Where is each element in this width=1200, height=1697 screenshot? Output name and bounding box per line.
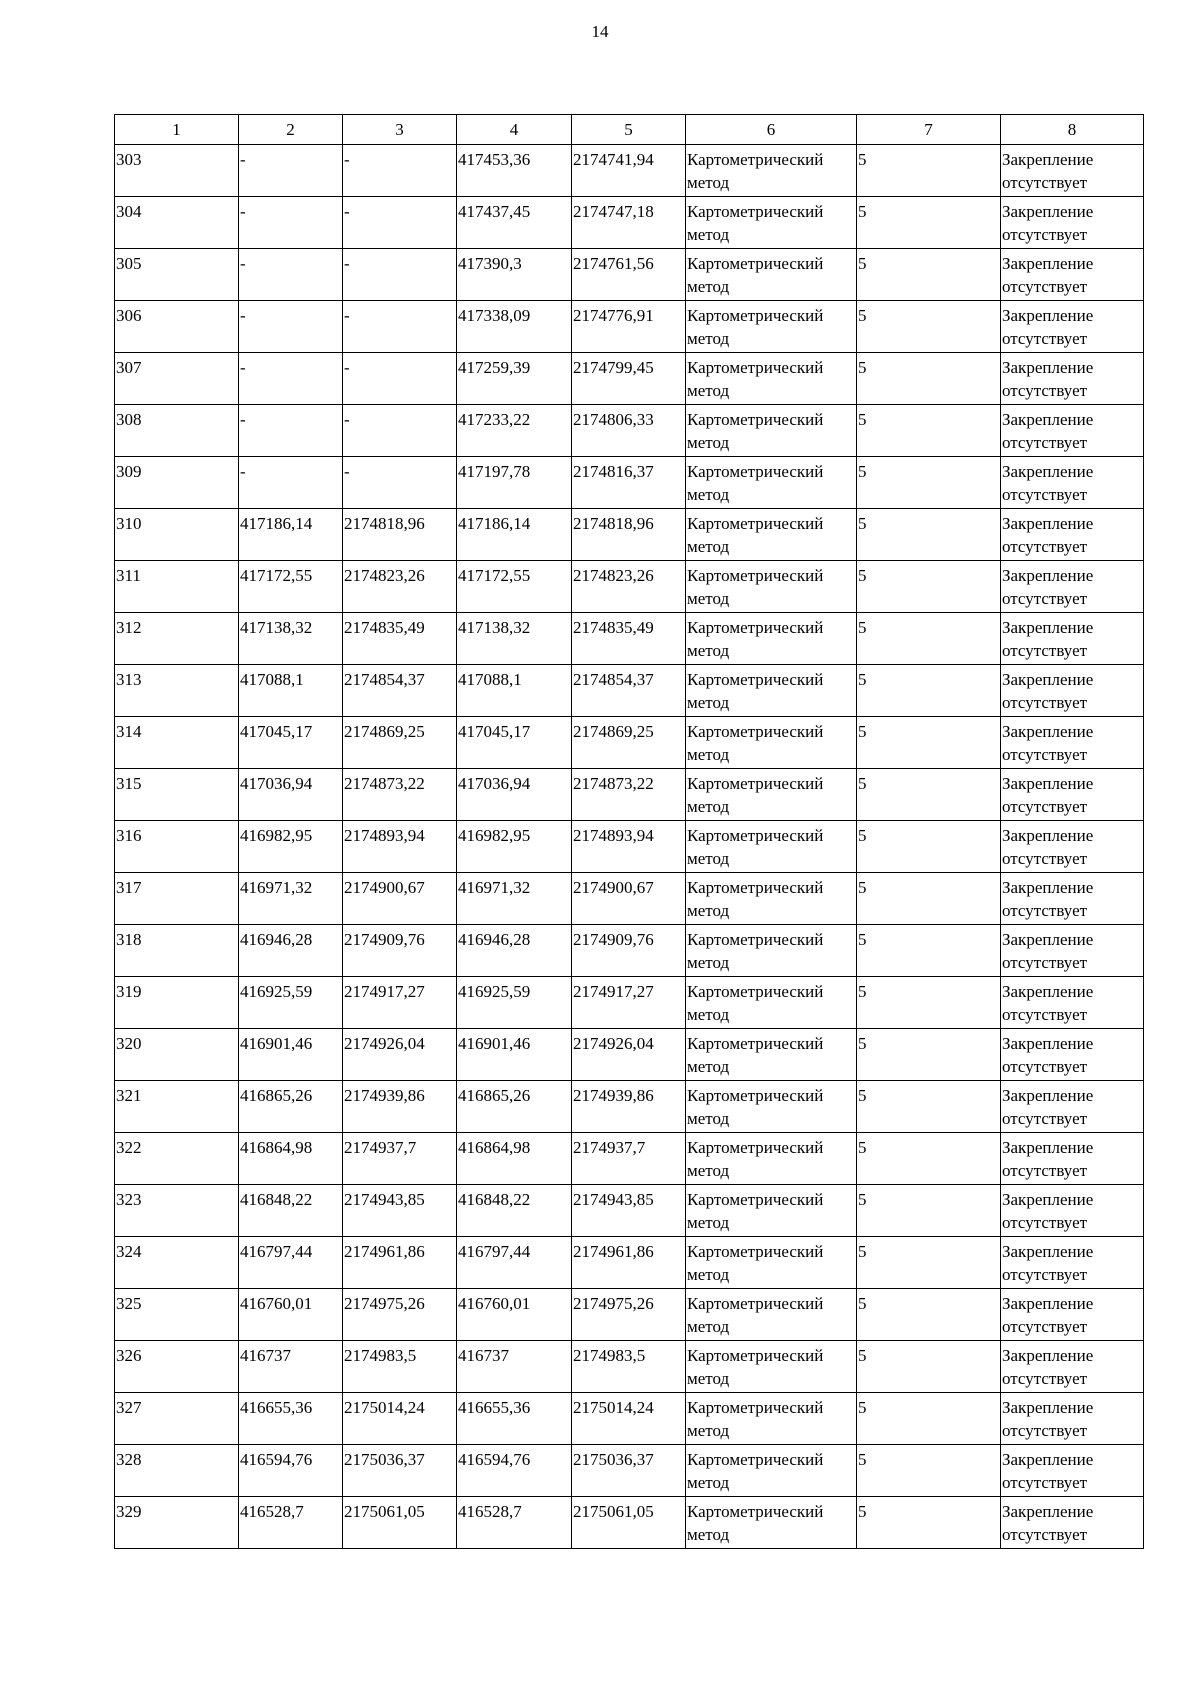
cell-old-y: 2175014,24 — [343, 1393, 457, 1445]
cell-fixation: Закрепление отсутствует — [1001, 613, 1144, 665]
cell-fixation: Закрепление отсутствует — [1001, 405, 1144, 457]
cell-method: Картометрический метод — [686, 1445, 857, 1497]
cell-old-y: 2174943,85 — [343, 1185, 457, 1237]
table-row — [115, 249, 1144, 301]
cell-old-x: 417088,1 — [239, 665, 343, 717]
cell-new-x: 416865,26 — [457, 1081, 572, 1133]
cell-fixation: Закрепление отсутствует — [1001, 197, 1144, 249]
cell-old-x: 417045,17 — [239, 717, 343, 769]
cell-old-x: 416901,46 — [239, 1029, 343, 1081]
cell-old-x: 416864,98 — [239, 1133, 343, 1185]
cell-fixation: Закрепление отсутствует — [1001, 1445, 1144, 1497]
cell-point-number: 314 — [115, 717, 239, 769]
cell-old-x: - — [239, 249, 343, 301]
table-row — [115, 717, 1144, 769]
cell-old-x: 416737 — [239, 1341, 343, 1393]
cell-point-number: 315 — [115, 769, 239, 821]
cell-precision: 5 — [857, 821, 1001, 873]
cell-fixation: Закрепление отсутствует — [1001, 1393, 1144, 1445]
cell-precision: 5 — [857, 561, 1001, 613]
cell-old-y: - — [343, 457, 457, 509]
cell-old-x: - — [239, 405, 343, 457]
table-row — [115, 1497, 1144, 1549]
table-row — [115, 925, 1144, 977]
table-row — [115, 1237, 1144, 1289]
cell-old-y: 2174823,26 — [343, 561, 457, 613]
table-row — [115, 561, 1144, 613]
cell-new-y: 2174823,26 — [572, 561, 686, 613]
cell-new-x: 416737 — [457, 1341, 572, 1393]
cell-new-x: 417088,1 — [457, 665, 572, 717]
table-row — [115, 1393, 1144, 1445]
column-header: 7 — [857, 115, 1001, 145]
cell-fixation: Закрепление отсутствует — [1001, 873, 1144, 925]
cell-precision: 5 — [857, 1081, 1001, 1133]
cell-point-number: 310 — [115, 509, 239, 561]
cell-method: Картометрический метод — [686, 145, 857, 197]
table-row — [115, 197, 1144, 249]
cell-precision: 5 — [857, 405, 1001, 457]
cell-point-number: 313 — [115, 665, 239, 717]
cell-method: Картометрический метод — [686, 1185, 857, 1237]
cell-old-y: 2174818,96 — [343, 509, 457, 561]
cell-new-y: 2174806,33 — [572, 405, 686, 457]
cell-point-number: 319 — [115, 977, 239, 1029]
cell-precision: 5 — [857, 613, 1001, 665]
page-number: 14 — [591, 22, 609, 41]
cell-old-y: 2174917,27 — [343, 977, 457, 1029]
cell-point-number: 307 — [115, 353, 239, 405]
cell-method: Картометрический метод — [686, 1341, 857, 1393]
cell-fixation: Закрепление отсутствует — [1001, 1497, 1144, 1549]
cell-precision: 5 — [857, 509, 1001, 561]
table-row — [115, 405, 1144, 457]
table-row — [115, 821, 1144, 873]
cell-method: Картометрический метод — [686, 509, 857, 561]
table-row — [115, 457, 1144, 509]
cell-new-y: 2174854,37 — [572, 665, 686, 717]
cell-fixation: Закрепление отсутствует — [1001, 769, 1144, 821]
cell-old-x: 417036,94 — [239, 769, 343, 821]
cell-precision: 5 — [857, 1393, 1001, 1445]
cell-precision: 5 — [857, 301, 1001, 353]
cell-point-number: 312 — [115, 613, 239, 665]
cell-point-number: 311 — [115, 561, 239, 613]
table-row — [115, 613, 1144, 665]
cell-new-y: 2174900,67 — [572, 873, 686, 925]
cell-old-y: 2174900,67 — [343, 873, 457, 925]
cell-old-x: 416594,76 — [239, 1445, 343, 1497]
cell-point-number: 324 — [115, 1237, 239, 1289]
table-row — [115, 509, 1144, 561]
cell-precision: 5 — [857, 717, 1001, 769]
cell-old-y: 2174873,22 — [343, 769, 457, 821]
cell-precision: 5 — [857, 1445, 1001, 1497]
cell-fixation: Закрепление отсутствует — [1001, 509, 1144, 561]
cell-point-number: 328 — [115, 1445, 239, 1497]
table-row — [115, 145, 1144, 197]
cell-method: Картометрический метод — [686, 821, 857, 873]
cell-method: Картометрический метод — [686, 873, 857, 925]
cell-point-number: 309 — [115, 457, 239, 509]
cell-fixation: Закрепление отсутствует — [1001, 353, 1144, 405]
cell-new-x: 416946,28 — [457, 925, 572, 977]
cell-new-y: 2174917,27 — [572, 977, 686, 1029]
cell-old-y: 2174909,76 — [343, 925, 457, 977]
cell-new-x: 416594,76 — [457, 1445, 572, 1497]
cell-new-x: 417453,36 — [457, 145, 572, 197]
table-row — [115, 977, 1144, 1029]
cell-point-number: 305 — [115, 249, 239, 301]
cell-old-y: 2174975,26 — [343, 1289, 457, 1341]
cell-new-x: 416655,36 — [457, 1393, 572, 1445]
table-row — [115, 1445, 1144, 1497]
cell-new-y: 2174761,56 — [572, 249, 686, 301]
cell-fixation: Закрепление отсутствует — [1001, 1029, 1144, 1081]
cell-old-x: 416925,59 — [239, 977, 343, 1029]
cell-precision: 5 — [857, 1185, 1001, 1237]
cell-new-y: 2175014,24 — [572, 1393, 686, 1445]
cell-precision: 5 — [857, 873, 1001, 925]
table-row — [115, 873, 1144, 925]
cell-new-x: 416925,59 — [457, 977, 572, 1029]
cell-precision: 5 — [857, 1237, 1001, 1289]
cell-old-x: 417138,32 — [239, 613, 343, 665]
table-row — [115, 1185, 1144, 1237]
cell-method: Картометрический метод — [686, 561, 857, 613]
cell-fixation: Закрепление отсутствует — [1001, 301, 1144, 353]
cell-new-y: 2174816,37 — [572, 457, 686, 509]
cell-new-y: 2175061,05 — [572, 1497, 686, 1549]
coordinates-table — [114, 114, 1144, 1549]
cell-old-x: 416655,36 — [239, 1393, 343, 1445]
cell-new-y: 2174776,91 — [572, 301, 686, 353]
cell-fixation: Закрепление отсутствует — [1001, 249, 1144, 301]
cell-new-x: 417197,78 — [457, 457, 572, 509]
cell-fixation: Закрепление отсутствует — [1001, 925, 1144, 977]
cell-new-x: 417036,94 — [457, 769, 572, 821]
cell-precision: 5 — [857, 1341, 1001, 1393]
cell-point-number: 325 — [115, 1289, 239, 1341]
cell-old-x: 416946,28 — [239, 925, 343, 977]
cell-old-x: 417186,14 — [239, 509, 343, 561]
cell-fixation: Закрепление отсутствует — [1001, 145, 1144, 197]
cell-method: Картометрический метод — [686, 1393, 857, 1445]
table-row — [115, 301, 1144, 353]
cell-method: Картометрический метод — [686, 353, 857, 405]
table-row — [115, 1341, 1144, 1393]
cell-old-y: 2174869,25 — [343, 717, 457, 769]
cell-new-y: 2174893,94 — [572, 821, 686, 873]
cell-old-y: - — [343, 301, 457, 353]
cell-old-x: - — [239, 457, 343, 509]
cell-point-number: 322 — [115, 1133, 239, 1185]
cell-method: Картометрический метод — [686, 1237, 857, 1289]
cell-old-y: 2174893,94 — [343, 821, 457, 873]
cell-method: Картометрический метод — [686, 1289, 857, 1341]
cell-old-x: 416848,22 — [239, 1185, 343, 1237]
cell-new-x: 417138,32 — [457, 613, 572, 665]
cell-old-y: 2174937,7 — [343, 1133, 457, 1185]
cell-new-x: 417338,09 — [457, 301, 572, 353]
cell-method: Картометрический метод — [686, 613, 857, 665]
cell-new-x: 416528,7 — [457, 1497, 572, 1549]
cell-point-number: 317 — [115, 873, 239, 925]
cell-fixation: Закрепление отсутствует — [1001, 1341, 1144, 1393]
table-header-row — [115, 115, 1144, 145]
table-row — [115, 769, 1144, 821]
cell-point-number: 329 — [115, 1497, 239, 1549]
table-row — [115, 1029, 1144, 1081]
cell-new-x: 416848,22 — [457, 1185, 572, 1237]
cell-new-y: 2174869,25 — [572, 717, 686, 769]
cell-old-x: 416865,26 — [239, 1081, 343, 1133]
cell-old-x: - — [239, 301, 343, 353]
column-header: 8 — [1001, 115, 1144, 145]
cell-precision: 5 — [857, 977, 1001, 1029]
cell-fixation: Закрепление отсутствует — [1001, 821, 1144, 873]
cell-point-number: 327 — [115, 1393, 239, 1445]
cell-new-x: 416971,32 — [457, 873, 572, 925]
cell-new-x: 417172,55 — [457, 561, 572, 613]
cell-old-y: - — [343, 353, 457, 405]
cell-old-x: 416528,7 — [239, 1497, 343, 1549]
cell-new-x: 417259,39 — [457, 353, 572, 405]
cell-fixation: Закрепление отсутствует — [1001, 1237, 1144, 1289]
cell-old-y: 2174926,04 — [343, 1029, 457, 1081]
table-row — [115, 1133, 1144, 1185]
column-header: 5 — [572, 115, 686, 145]
cell-fixation: Закрепление отсутствует — [1001, 561, 1144, 613]
cell-old-x: 417172,55 — [239, 561, 343, 613]
cell-method: Картометрический метод — [686, 1029, 857, 1081]
cell-fixation: Закрепление отсутствует — [1001, 1081, 1144, 1133]
cell-new-y: 2175036,37 — [572, 1445, 686, 1497]
cell-precision: 5 — [857, 769, 1001, 821]
cell-new-y: 2174873,22 — [572, 769, 686, 821]
cell-new-x: 416760,01 — [457, 1289, 572, 1341]
cell-old-y: - — [343, 197, 457, 249]
cell-method: Картометрический метод — [686, 405, 857, 457]
table-row — [115, 353, 1144, 405]
cell-precision: 5 — [857, 457, 1001, 509]
cell-point-number: 316 — [115, 821, 239, 873]
cell-method: Картометрический метод — [686, 1133, 857, 1185]
cell-old-y: 2175036,37 — [343, 1445, 457, 1497]
cell-point-number: 321 — [115, 1081, 239, 1133]
cell-new-x: 417390,3 — [457, 249, 572, 301]
column-header: 4 — [457, 115, 572, 145]
cell-new-y: 2174835,49 — [572, 613, 686, 665]
cell-old-y: 2174854,37 — [343, 665, 457, 717]
column-header: 3 — [343, 115, 457, 145]
cell-method: Картометрический метод — [686, 717, 857, 769]
cell-new-y: 2174975,26 — [572, 1289, 686, 1341]
cell-old-y: 2174835,49 — [343, 613, 457, 665]
cell-new-y: 2174741,94 — [572, 145, 686, 197]
cell-method: Картометрический метод — [686, 1081, 857, 1133]
table-body — [115, 145, 1144, 1549]
cell-point-number: 323 — [115, 1185, 239, 1237]
cell-new-y: 2174939,86 — [572, 1081, 686, 1133]
cell-point-number: 308 — [115, 405, 239, 457]
cell-old-x: 416982,95 — [239, 821, 343, 873]
cell-new-x: 416797,44 — [457, 1237, 572, 1289]
cell-fixation: Закрепление отсутствует — [1001, 1289, 1144, 1341]
cell-new-y: 2174926,04 — [572, 1029, 686, 1081]
cell-method: Картометрический метод — [686, 769, 857, 821]
cell-old-y: 2174961,86 — [343, 1237, 457, 1289]
cell-method: Картометрический метод — [686, 249, 857, 301]
cell-old-x: - — [239, 353, 343, 405]
cell-precision: 5 — [857, 353, 1001, 405]
cell-old-x: - — [239, 197, 343, 249]
cell-new-y: 2174799,45 — [572, 353, 686, 405]
cell-old-x: 416797,44 — [239, 1237, 343, 1289]
cell-method: Картометрический метод — [686, 925, 857, 977]
cell-new-y: 2174747,18 — [572, 197, 686, 249]
cell-new-y: 2174943,85 — [572, 1185, 686, 1237]
cell-old-y: - — [343, 145, 457, 197]
cell-fixation: Закрепление отсутствует — [1001, 1133, 1144, 1185]
cell-method: Картометрический метод — [686, 197, 857, 249]
cell-point-number: 304 — [115, 197, 239, 249]
cell-precision: 5 — [857, 197, 1001, 249]
cell-new-y: 2174961,86 — [572, 1237, 686, 1289]
cell-old-x: 416760,01 — [239, 1289, 343, 1341]
cell-precision: 5 — [857, 1133, 1001, 1185]
cell-precision: 5 — [857, 665, 1001, 717]
cell-fixation: Закрепление отсутствует — [1001, 717, 1144, 769]
table-row — [115, 1081, 1144, 1133]
cell-old-y: 2174939,86 — [343, 1081, 457, 1133]
cell-precision: 5 — [857, 1029, 1001, 1081]
cell-old-x: - — [239, 145, 343, 197]
cell-method: Картометрический метод — [686, 665, 857, 717]
cell-point-number: 303 — [115, 145, 239, 197]
cell-new-y: 2174983,5 — [572, 1341, 686, 1393]
cell-method: Картометрический метод — [686, 301, 857, 353]
cell-point-number: 320 — [115, 1029, 239, 1081]
cell-new-y: 2174937,7 — [572, 1133, 686, 1185]
cell-precision: 5 — [857, 1497, 1001, 1549]
cell-fixation: Закрепление отсутствует — [1001, 665, 1144, 717]
cell-method: Картометрический метод — [686, 457, 857, 509]
cell-new-x: 416864,98 — [457, 1133, 572, 1185]
cell-new-x: 417233,22 — [457, 405, 572, 457]
cell-new-x: 417437,45 — [457, 197, 572, 249]
cell-fixation: Закрепление отсутствует — [1001, 1185, 1144, 1237]
cell-old-x: 416971,32 — [239, 873, 343, 925]
cell-precision: 5 — [857, 145, 1001, 197]
cell-new-y: 2174818,96 — [572, 509, 686, 561]
column-header: 6 — [686, 115, 857, 145]
cell-new-x: 417186,14 — [457, 509, 572, 561]
cell-method: Картометрический метод — [686, 1497, 857, 1549]
column-header: 2 — [239, 115, 343, 145]
cell-point-number: 326 — [115, 1341, 239, 1393]
cell-fixation: Закрепление отсутствует — [1001, 457, 1144, 509]
table-row — [115, 1289, 1144, 1341]
cell-precision: 5 — [857, 249, 1001, 301]
cell-old-y: 2174983,5 — [343, 1341, 457, 1393]
cell-new-x: 416982,95 — [457, 821, 572, 873]
cell-new-x: 416901,46 — [457, 1029, 572, 1081]
cell-point-number: 306 — [115, 301, 239, 353]
cell-new-x: 417045,17 — [457, 717, 572, 769]
column-header: 1 — [115, 115, 239, 145]
cell-fixation: Закрепление отсутствует — [1001, 977, 1144, 1029]
cell-old-y: - — [343, 249, 457, 301]
cell-new-y: 2174909,76 — [572, 925, 686, 977]
cell-old-y: - — [343, 405, 457, 457]
cell-old-y: 2175061,05 — [343, 1497, 457, 1549]
cell-point-number: 318 — [115, 925, 239, 977]
cell-precision: 5 — [857, 925, 1001, 977]
cell-method: Картометрический метод — [686, 977, 857, 1029]
cell-precision: 5 — [857, 1289, 1001, 1341]
table-row — [115, 665, 1144, 717]
